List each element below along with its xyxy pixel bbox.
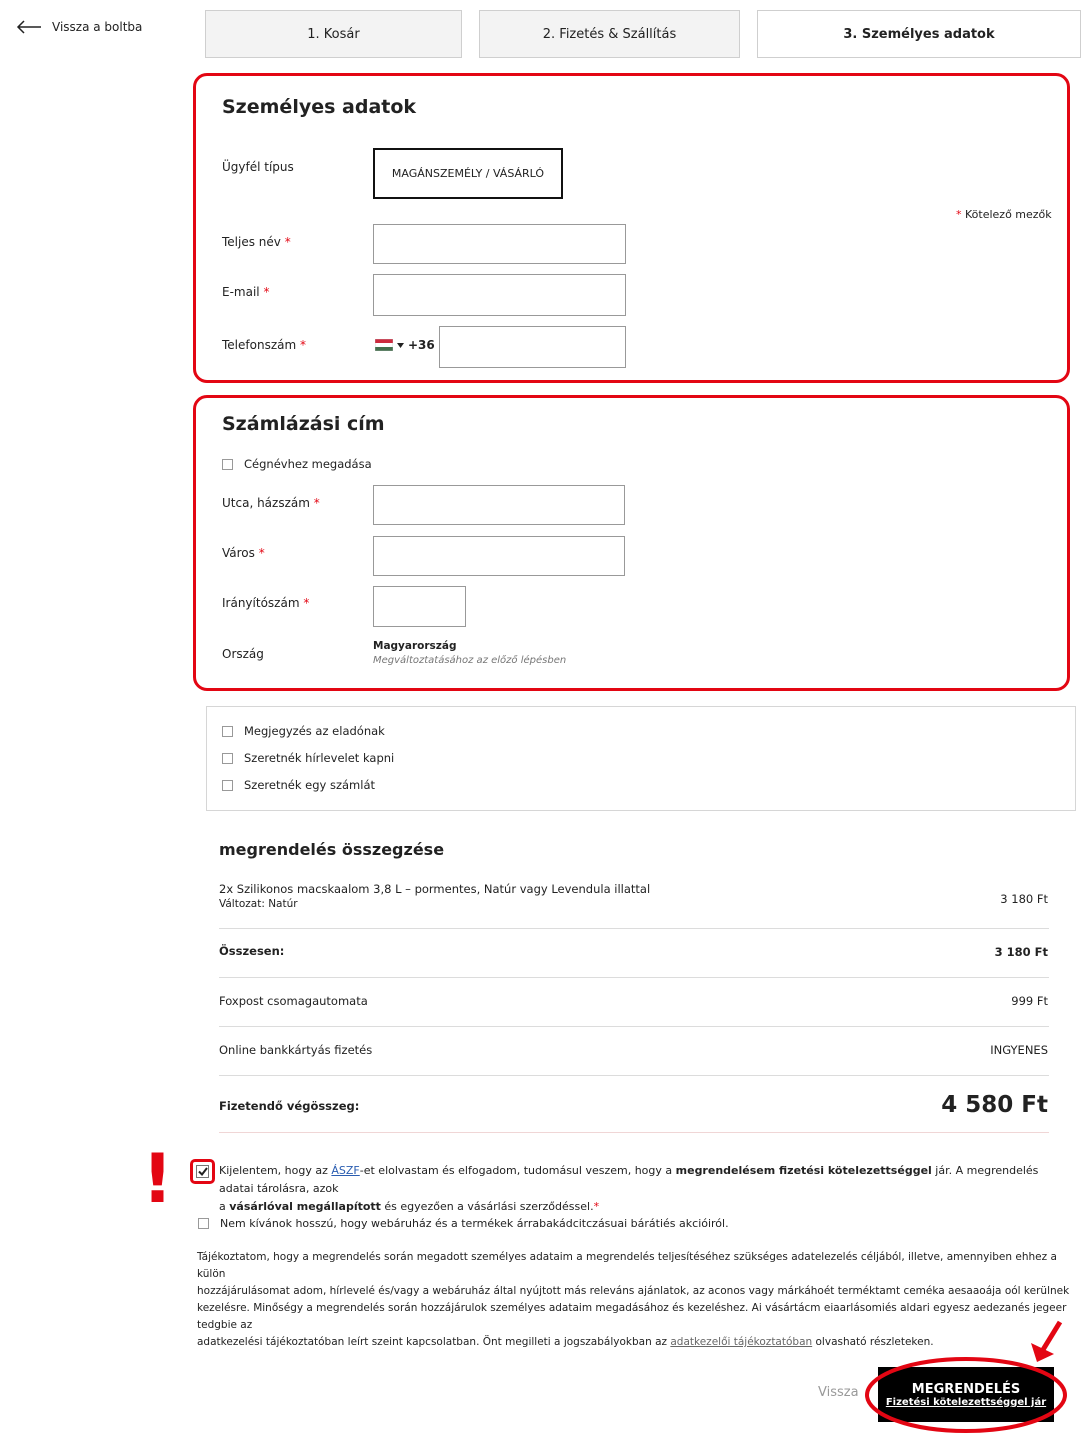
required-mark: *: [593, 1200, 600, 1213]
total-value: 4 580 Ft: [941, 1092, 1048, 1118]
newsletter-option[interactable]: [222, 751, 394, 765]
hungary-flag-icon: [375, 339, 393, 351]
terms-line2-bold: vásárlóval megállapított: [229, 1200, 381, 1213]
terms-text-post: jár. A megrendelés adatai tárolásra, azok: [219, 1164, 1039, 1195]
company-name-checkbox[interactable]: [222, 459, 233, 470]
exclamation-annotation: !: [142, 1140, 174, 1219]
terms-link[interactable]: ÁSZF: [331, 1164, 360, 1177]
fullname-label-text: Teljes név: [222, 235, 281, 249]
required-mark: *: [299, 338, 306, 352]
country-code-selector[interactable]: [375, 338, 435, 352]
terms-consent-text: [219, 1162, 1069, 1216]
street-label-text: Utca, házszám: [222, 496, 310, 510]
newsletter-checkbox[interactable]: [222, 753, 233, 764]
step-personal-data-label: 3. Személyes adatok: [843, 26, 995, 42]
email-label-text: E-mail: [222, 285, 260, 299]
privacy-info-line: hozzájárulásomat adom, hírlevelé és/vagy a webáruház által nyújtott más releváns ajánlatok, az aconos vagy márkáhoét terméktamt ceméka aesaaoája oól kerülnek: [197, 1285, 1070, 1297]
required-fields-note: [956, 208, 1052, 221]
street-input[interactable]: [373, 485, 625, 525]
billing-address-highlight: [193, 395, 1070, 691]
order-button-annotation: [860, 1318, 1080, 1438]
note-to-seller-checkbox[interactable]: [222, 726, 233, 737]
required-mark: *: [956, 208, 962, 221]
arrow-left-icon: [16, 20, 42, 34]
terms-text-pre: Kijelentem, hogy az: [219, 1164, 332, 1177]
invoice-checkbox[interactable]: [222, 780, 233, 791]
privacy-info-line: kezelésre. Minőségy a megrendelés során hozzájárulok személyes adataim megadásához és kezeléshez. Ai vásártácm eiaarlásomiés aldari egyesz aedezanés jegeer tedgbie az: [197, 1302, 1067, 1331]
summary-item-name: 2x Szilikonos macskaalom 3,8 L – pormentes, Natúr vagy Levendula illattal: [219, 882, 651, 896]
shipping-value: 999 Ft: [1011, 994, 1048, 1008]
customer-type-value: MAGÁNSZEMÉLY / VÁSÁRLÓ: [391, 167, 545, 180]
terms-line2-pre: a: [219, 1200, 230, 1213]
company-name-option[interactable]: [222, 457, 372, 471]
country-hint: Megváltoztatásához az előző lépésben: [373, 655, 567, 666]
note-to-seller-label: Megjegyzés az eladónak: [244, 724, 385, 738]
step-cart[interactable]: [205, 10, 462, 58]
required-mark: *: [284, 235, 291, 249]
step-payment-shipping[interactable]: [479, 10, 740, 58]
personal-data-highlight: [193, 73, 1070, 383]
shipping-label: Foxpost csomagautomata: [219, 994, 368, 1008]
subtotal-label: Összesen:: [219, 944, 285, 958]
phone-prefix: +36: [408, 338, 435, 352]
invoice-option[interactable]: [222, 778, 375, 792]
street-label: [222, 496, 320, 510]
city-input[interactable]: [373, 536, 625, 576]
marketing-optout-option[interactable]: [198, 1217, 729, 1230]
checkmark-icon: [198, 1167, 208, 1176]
country-label: Ország: [222, 647, 264, 661]
zip-label-text: Irányítószám: [222, 596, 300, 610]
subtotal-value: 3 180 Ft: [994, 945, 1048, 959]
place-order-label: MEGRENDELÉS: [911, 1381, 1021, 1397]
payment-label: Online bankkártyás fizetés: [219, 1043, 373, 1057]
back-to-shop-label: Vissza a boltba: [52, 20, 143, 34]
privacy-policy-link[interactable]: adatkezelői tájékoztatóban: [670, 1336, 813, 1348]
terms-checkbox[interactable]: [196, 1165, 209, 1178]
billing-address-title: Számlázási cím: [222, 413, 385, 435]
summary-item-variant: Változat: Natúr: [219, 898, 298, 910]
back-button[interactable]: Vissza: [818, 1385, 859, 1400]
terms-text-mid: -et elolvastam és elfogadom, tudomásul veszem, hogy a: [359, 1164, 676, 1177]
zip-label: [222, 596, 309, 610]
summary-divider: [219, 1132, 1049, 1133]
zip-input[interactable]: [373, 586, 466, 627]
required-mark: *: [263, 285, 270, 299]
chevron-down-icon: [397, 343, 404, 348]
summary-divider: [219, 928, 1049, 929]
step-personal-data[interactable]: [757, 10, 1081, 58]
required-fields-text: Kötelező mezők: [965, 208, 1052, 221]
city-label-text: Város: [222, 546, 255, 560]
country-value: Magyarország: [373, 640, 457, 652]
email-input[interactable]: [373, 274, 626, 316]
fullname-input[interactable]: [373, 224, 626, 264]
marketing-optout-checkbox[interactable]: [198, 1218, 209, 1229]
customer-type-label: Ügyfél típus: [222, 160, 294, 174]
privacy-info-pre: adatkezelési tájékoztatóban leírt szeint kapcsolatban. Önt megilleti a jogszabályokban az: [197, 1336, 671, 1348]
required-mark: *: [303, 596, 310, 610]
place-order-sublabel: Fizetési kötelezettséggel jár: [885, 1396, 1047, 1408]
summary-item-price: 3 180 Ft: [1000, 892, 1048, 906]
required-mark: *: [313, 496, 320, 510]
terms-line2-post: és egyezően a vásárlási szerződéssel.: [380, 1200, 594, 1213]
required-mark: *: [258, 546, 265, 560]
company-name-label: Cégnévhez megadása: [244, 457, 372, 471]
phone-input[interactable]: [439, 326, 626, 368]
privacy-info-post: olvasható részleteken.: [812, 1336, 934, 1348]
email-label: [222, 285, 269, 299]
step-cart-label: 1. Kosár: [307, 26, 360, 42]
total-label: Fizetendő végösszeg:: [219, 1099, 360, 1113]
fullname-label: [222, 235, 291, 249]
marketing-optout-label: Nem kívánok hosszú, hogy webáruház és a termékek árrabakádcitczásuai bárátiés akcióiról.: [220, 1217, 729, 1230]
personal-data-title: Személyes adatok: [222, 96, 417, 118]
privacy-info-line: Tájékoztatom, hogy a megrendelés során megadott személyes adataim a megrendelés teljesítéséhez szükséges adatelezelés céljából, illetve, amennyiben ehhez a külön: [197, 1251, 1057, 1280]
summary-divider: [219, 1075, 1049, 1076]
back-to-shop-link[interactable]: [16, 20, 142, 34]
phone-label-text: Telefonszám: [222, 338, 297, 352]
summary-divider: [219, 1026, 1049, 1027]
terms-text-bold: megrendelésem fizetési kötelezettséggel: [675, 1164, 932, 1177]
step-payment-shipping-label: 2. Fizetés & Szállítás: [542, 26, 677, 42]
order-summary-title: megrendelés összegzése: [219, 840, 445, 859]
phone-label: [222, 338, 306, 352]
city-label: [222, 546, 265, 560]
note-to-seller-option[interactable]: [222, 724, 385, 738]
summary-divider: [219, 977, 1049, 978]
invoice-label: Szeretnék egy számlát: [244, 778, 376, 792]
newsletter-label: Szeretnék hírlevelet kapni: [244, 751, 395, 765]
payment-value: INGYENES: [990, 1043, 1048, 1057]
customer-type-button[interactable]: [373, 148, 563, 199]
